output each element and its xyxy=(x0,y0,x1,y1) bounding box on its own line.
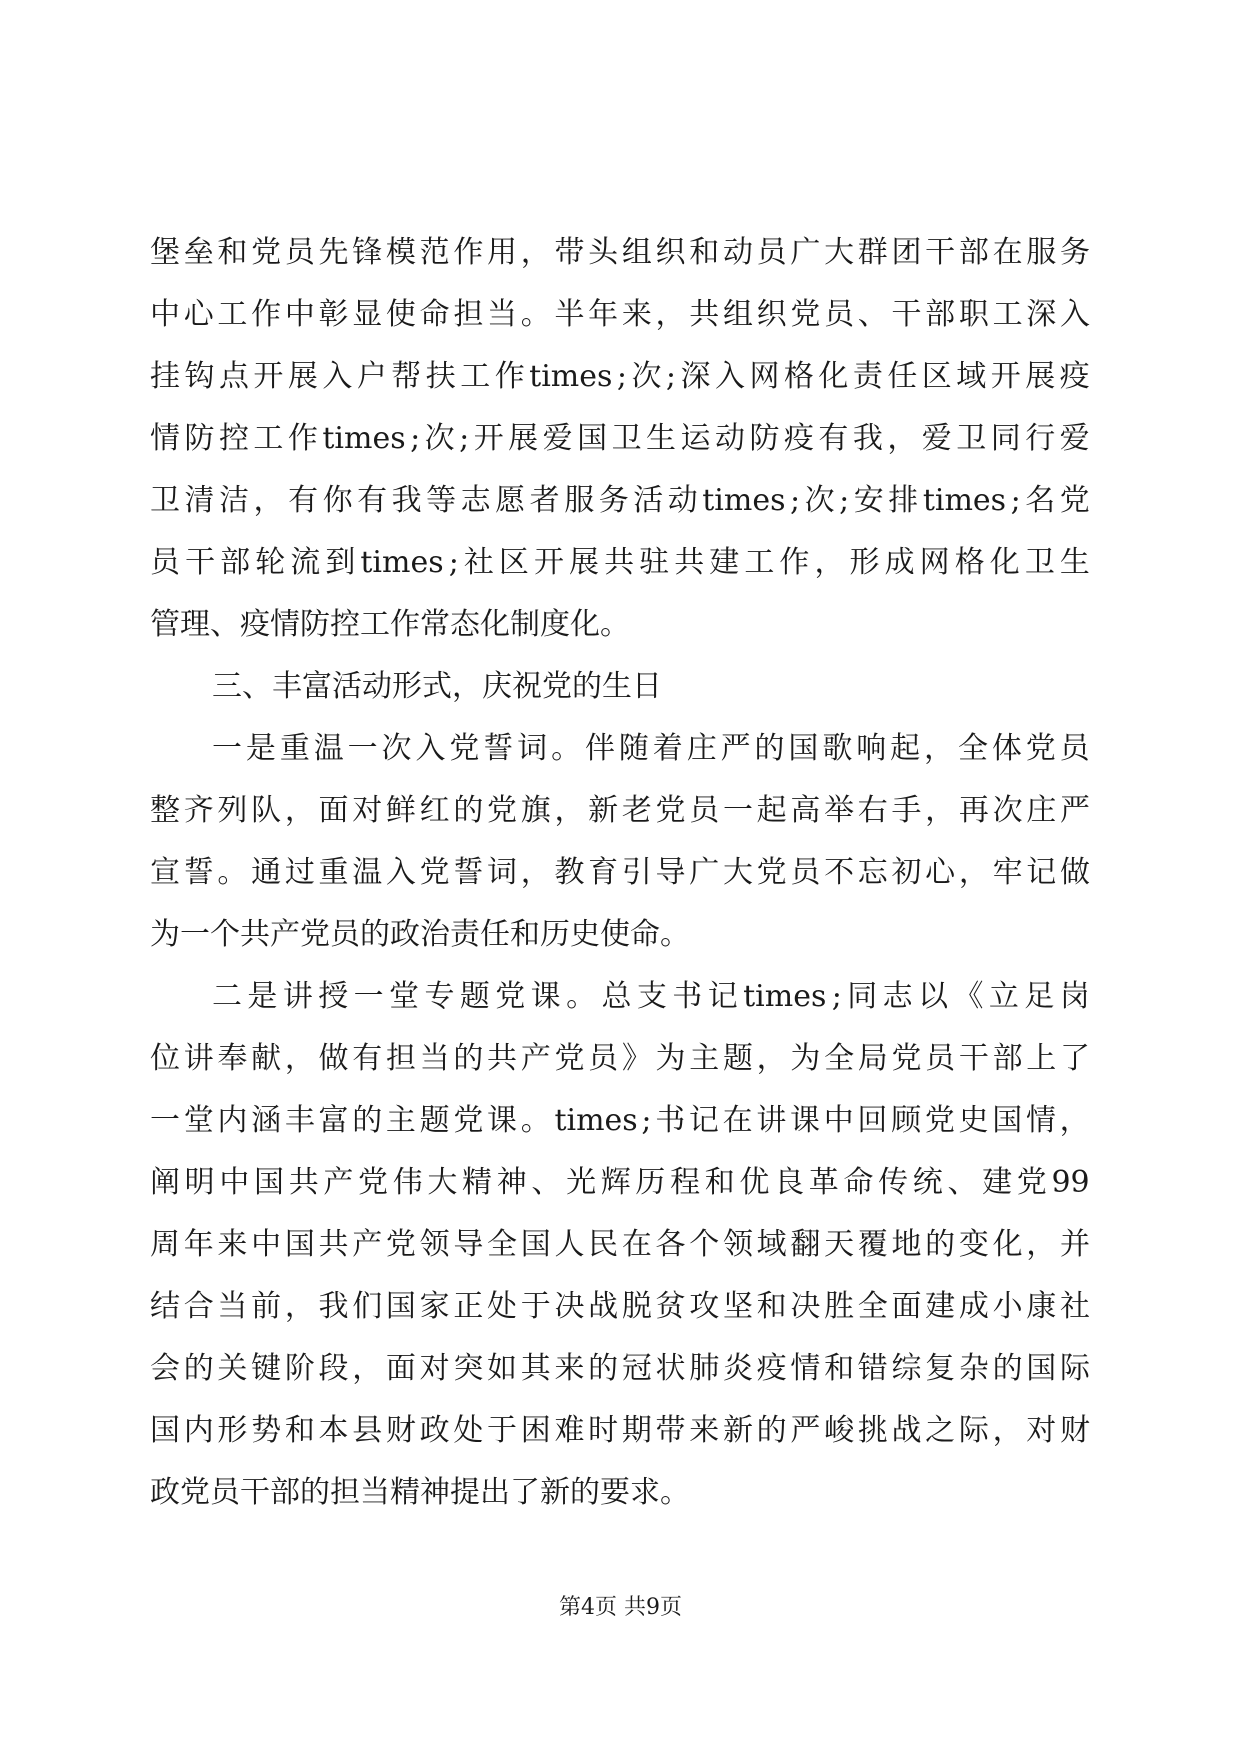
paragraph-line: 宣 誓 。 通 过 重 温 入 党 誓 词 ， 教 育 引 导 广 大 党 员 不 忘 初 心 ， 牢 记 做 xyxy=(150,855,1090,890)
paragraph-line: 国 内 形 势 和 本 县 财 政 处 于 困 难 时 期 带 来 新 的 严 峻 挑 战 之 际 ， 对 财 xyxy=(150,1413,1090,1448)
paragraph-line: 会 的 关 键 阶 段 ， 面 对 突 如 其 来 的 冠 状 肺 炎 疫 情 和 错 综 复 杂 的 国 际 xyxy=(150,1351,1090,1386)
paragraph-line: 挂 钩 点 开 展 入 户 帮 扶 工 作 times ; 次 ; 深 入 网 格 化 责 任 区 域 开 展 疫 xyxy=(150,359,1090,394)
paragraph-line: 卫 清 洁 ， 有 你 有 我 等 志 愿 者 服 务 活 动 times ; 次 ; 安 排 times ; 名 党 xyxy=(150,483,1090,518)
paragraph-line: 员 干 部 轮 流 到 times ; 社 区 开 展 共 驻 共 建 工 作 ， 形 成 网 格 化 卫 生 xyxy=(150,545,1090,580)
paragraph xyxy=(150,966,1090,1524)
paragraph-line: 阐 明 中 国 共 产 党 伟 大 精 神 、 光 辉 历 程 和 优 良 革 命 传 统 、 建 党 99 xyxy=(150,1165,1090,1200)
paragraph xyxy=(150,656,1090,718)
paragraph-line: 情 防 控 工 作 times ; 次 ; 开 展 爱 国 卫 生 运 动 防 疫 有 我 ， 爱 卫 同 行 爱 xyxy=(150,421,1090,456)
paragraph-line: 一 是 重 温 一 次 入 党 誓 词 。 伴 随 着 庄 严 的 国 歌 响 起 ， 全 体 党 员 xyxy=(212,731,1090,766)
paragraph-line: 三、丰富活动形式，庆祝党的生日 xyxy=(212,669,662,704)
paragraph-line: 中 心 工 作 中 彰 显 使 命 担 当 。 半 年 来 ， 共 组 织 党 员 、 干 部 职 工 深 入 xyxy=(150,297,1090,332)
paragraph-line: 位 讲 奉 献 ， 做 有 担 当 的 共 产 党 员 》 为 主 题 ， 为 全 局 党 员 干 部 上 了 xyxy=(150,1041,1090,1076)
paragraph-line: 周 年 来 中 国 共 产 党 领 导 全 国 人 民 在 各 个 领 域 翻 天 覆 地 的 变 化 ， 并 xyxy=(150,1227,1090,1262)
paragraph-line: 堡 垒 和 党 员 先 锋 模 范 作 用 ， 带 头 组 织 和 动 员 广 大 群 团 干 部 在 服 务 xyxy=(150,235,1090,270)
page-footer: 第4页 共9页 xyxy=(559,1595,682,1620)
paragraph-line: 管理、疫情防控工作常态化制度化。 xyxy=(150,607,630,642)
paragraph-line: 结 合 当 前 ， 我 们 国 家 正 处 于 决 战 脱 贫 攻 坚 和 决 胜 全 面 建 成 小 康 社 xyxy=(150,1289,1090,1324)
paragraph-line: 为一个共产党员的政治责任和历史使命。 xyxy=(150,917,690,952)
paragraph-line: 二 是 讲 授 一 堂 专 题 党 课 。 总 支 书 记 times ; 同 志 以 《 立 足 岗 xyxy=(212,979,1090,1014)
paragraph xyxy=(150,718,1090,966)
document-body xyxy=(150,222,1090,1524)
paragraph xyxy=(150,222,1090,656)
paragraph-line: 一 堂 内 涵 丰 富 的 主 题 党 课 。 times ; 书 记 在 讲 课 中 回 顾 党 史 国 情 ， xyxy=(150,1103,1090,1138)
paragraph-line: 政党员干部的担当精神提出了新的要求。 xyxy=(150,1475,690,1510)
paragraph-line: 整 齐 列 队 ， 面 对 鲜 红 的 党 旗 ， 新 老 党 员 一 起 高 举 右 手 ， 再 次 庄 严 xyxy=(150,793,1090,828)
